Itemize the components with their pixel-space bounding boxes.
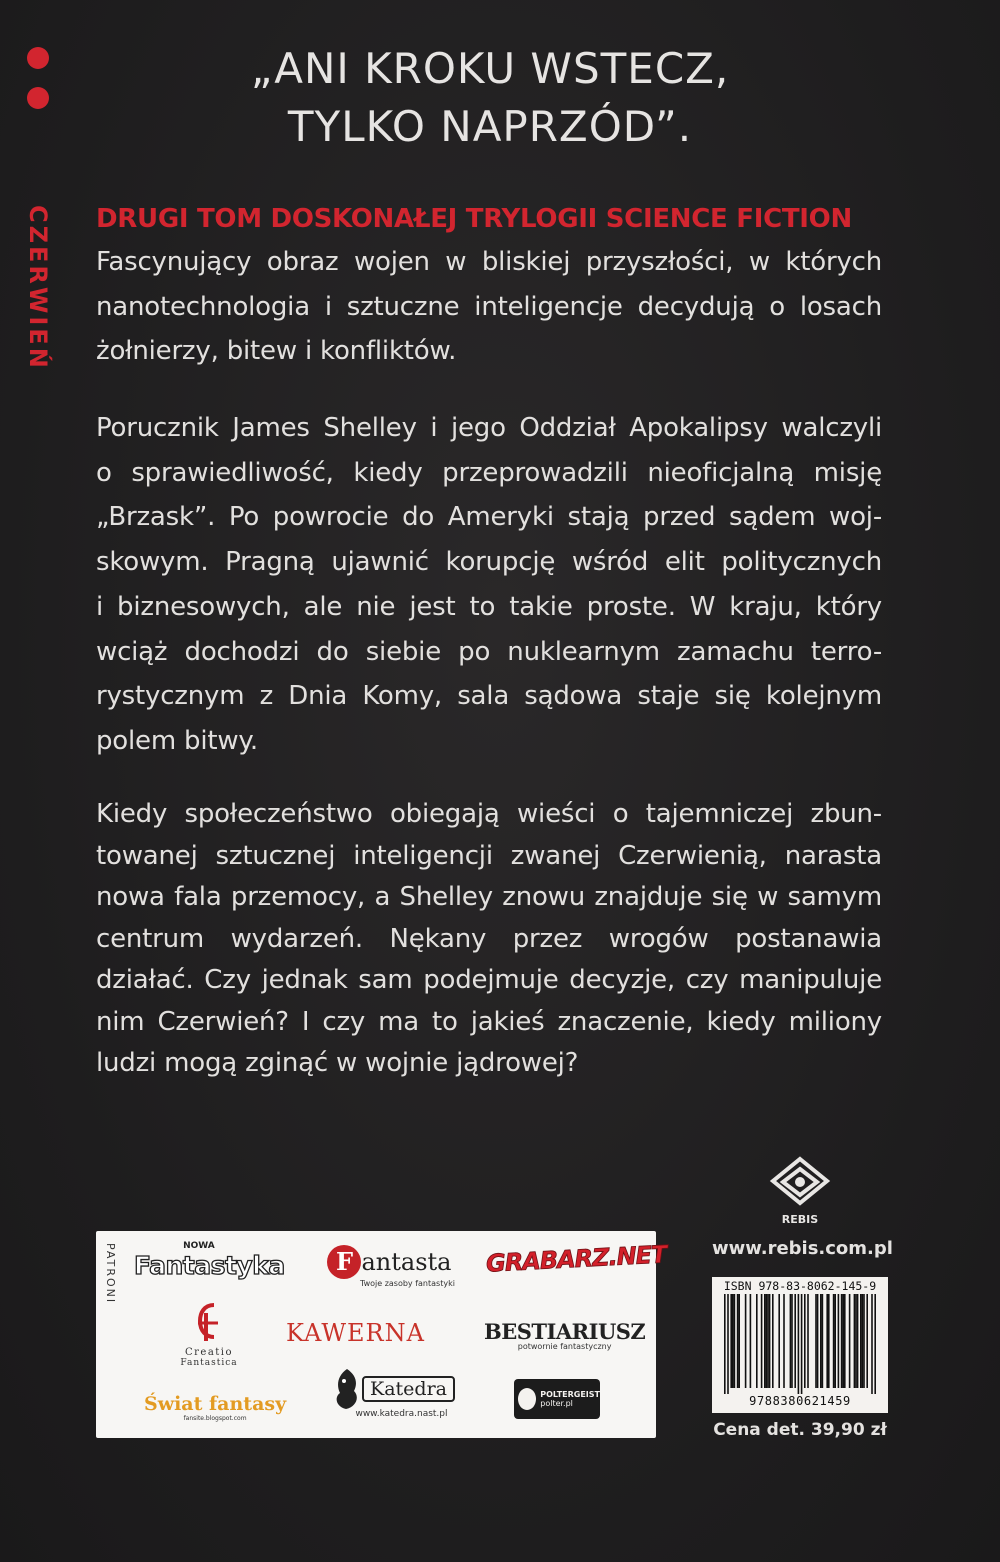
barcode-bar (772, 1294, 774, 1388)
red-dot-bottom (27, 87, 49, 109)
quote-line-1: „ANI KROKU WSTECZ, (250, 44, 730, 93)
paragraph-line: skowym. Pragną ujawnić korupcję wśród elit politycznych (96, 547, 882, 578)
barcode-bar (764, 1294, 766, 1388)
barcode-bar (817, 1294, 819, 1388)
barcode-bar (866, 1294, 868, 1388)
paragraph-line: o sprawiedliwość, kiedy przeprowadzili nieoficjalną misję (96, 457, 882, 488)
barcode-bar (820, 1294, 822, 1388)
barcode-bar (826, 1294, 828, 1388)
poltergeist-logo (514, 1379, 600, 1419)
barcode-bar (807, 1294, 809, 1388)
fantasta-emblem: F (327, 1245, 361, 1279)
bestiariusz-name: BESTIARIUSZ (484, 1319, 646, 1344)
barcode-bar (849, 1294, 851, 1388)
barcode-bar (801, 1294, 803, 1394)
paragraph-line: Fascynujący obraz wojen w bliskiej przyszłości, w których (96, 247, 882, 277)
nowa-fantastyka-name: Fantastyka (134, 1251, 285, 1280)
bestiariusz-logo (484, 1319, 645, 1351)
paragraph-line: Porucznik James Shelley i jego Oddział Apokalipsy walczyli (96, 413, 882, 443)
creatio-emblem-icon (192, 1301, 226, 1343)
kawerna-name: KAWERNA (286, 1319, 425, 1347)
barcode-bar (863, 1294, 865, 1388)
barcode-bar (791, 1294, 793, 1388)
barcode-bars (712, 1294, 888, 1394)
katedra-name: Katedra (362, 1376, 455, 1402)
barcode-bar (842, 1294, 844, 1388)
quote-line-2: TYLKO NAPRZÓD”. (287, 102, 693, 151)
paragraph-intro (96, 240, 882, 374)
barcode-bar (767, 1294, 769, 1388)
barcode-bar (855, 1294, 857, 1388)
barcode-bar (750, 1294, 752, 1388)
creatio-line-1: Creatio (184, 1347, 234, 1358)
paragraph-line: ludzi mogą zginąć w wojnie jądrowej? (96, 1048, 579, 1078)
cover-quote (180, 40, 800, 156)
paragraph-line: wciąż dochodzi do siebie po nuklearnym zamachu terro- (96, 636, 882, 667)
barcode-bar (778, 1294, 780, 1388)
paragraph-line: towanej sztucznej inteligencji zwanej Czerwienią, narasta (96, 840, 882, 871)
publisher-url[interactable]: www.rebis.com.pl (712, 1238, 893, 1259)
barcode-bar (841, 1294, 843, 1388)
fantasta-name: antasta (361, 1248, 452, 1276)
barcode-bar (727, 1294, 729, 1394)
barcode-bar (783, 1294, 785, 1388)
barcode-bar (862, 1294, 864, 1388)
paragraph-line: centrum wydarzeń. Nękany przez wrogów postanawia (96, 923, 882, 954)
grabarz-logo (485, 1240, 668, 1278)
kawerna-logo (286, 1319, 425, 1347)
katedra-logo (332, 1367, 455, 1419)
patrons-label: PATRONI (104, 1243, 117, 1305)
fantasta-tagline: Twoje zasoby fantastyki (360, 1279, 455, 1288)
barcode-bar (724, 1294, 726, 1394)
patrons-panel (96, 1231, 668, 1438)
paragraph-line: żołnierzy, bitew i konfliktów. (96, 336, 457, 367)
barcode-bar (854, 1294, 856, 1388)
paragraph-plot (96, 406, 882, 764)
grabarz-name: GRABARZ.NET (485, 1240, 668, 1278)
barcode-bar (871, 1294, 873, 1394)
paragraph-line: działać. Czy jednak sam podejmuje decyzje, czy manipuluje (96, 965, 882, 995)
paragraph-line: i biznesowych, ale nie jest to takie proste. W kraju, który (96, 591, 882, 622)
poltergeist-url: polter.pl (540, 1399, 573, 1408)
creatio-line-2: Fantastica (180, 1358, 238, 1368)
barcode-bar (815, 1294, 817, 1388)
nowa-fantastyka-small: NOWA (183, 1241, 215, 1251)
series-subtitle: DRUGI TOM DOSKONAŁEJ TRYLOGII SCIENCE FICTION (96, 204, 852, 234)
isbn-number: ISBN 978-83-8062-145-9 (723, 1279, 877, 1293)
barcode-bar (734, 1294, 736, 1388)
barcode-bar (833, 1294, 835, 1388)
barcode-bar (857, 1294, 859, 1388)
retail-price: Cena det. 39,90 zł (713, 1420, 887, 1440)
barcode-bar (730, 1294, 732, 1388)
barcode-bar (822, 1294, 824, 1388)
barcode-bar (798, 1294, 800, 1394)
paragraph-line: nowa fala przemocy, a Shelley znowu znajduje się w samym (96, 882, 882, 912)
paragraph-line: polem bitwy. (96, 725, 258, 756)
paragraph-line: Kiedy społeczeństwo obiegają wieści o tajemniczej zbun- (96, 799, 882, 829)
barcode-bar (874, 1294, 876, 1394)
paragraph-line: nim Czerwień? I czy ma to jakieś znaczenie, kiedy miliony (96, 1006, 882, 1037)
barcode-bar (761, 1294, 763, 1388)
ean-number: 9788380621459 (749, 1394, 851, 1408)
barcode-bar (766, 1294, 768, 1388)
bestiariusz-tagline: potwornie fantastyczny (517, 1342, 612, 1351)
poltergeist-emblem-icon (518, 1388, 536, 1410)
katedra-url: www.katedra.nast.pl (355, 1409, 448, 1419)
red-dot-top (27, 47, 49, 69)
rebis-name: REBIS (781, 1213, 819, 1226)
nowa-fantastyka-logo (134, 1241, 285, 1280)
paragraph-line: rystycznym z Dnia Komy, sala sądowa staje się kolejnym (96, 681, 882, 712)
barcode-bar (828, 1294, 830, 1388)
barcode-bar (737, 1294, 739, 1388)
paragraph-conflict (96, 794, 882, 1085)
paragraph-line: nanotechnologia i sztuczne inteligencje decydują o losach (96, 291, 882, 322)
barcode-bar (804, 1294, 806, 1388)
barcode-bar (738, 1294, 740, 1388)
fantasta-logo (324, 1245, 455, 1288)
swiat-fantasy-logo (144, 1393, 286, 1422)
swiat-fantasy-name: Świat fantasy (144, 1393, 287, 1415)
barcode-bar (838, 1294, 840, 1388)
barcode-bar (769, 1294, 771, 1388)
swiat-fantasy-url: fansite.blogspot.com (183, 1415, 247, 1422)
spine-title: CZERWIEŃ (24, 205, 52, 371)
creatio-fantastica-logo (174, 1301, 244, 1368)
barcode-bar (732, 1294, 734, 1388)
paragraph-line: „Brzask”. Po powrocie do Ameryki stają przed sądem woj- (96, 502, 882, 533)
barcode-bar (860, 1294, 862, 1388)
rebis-logo-icon (765, 1155, 835, 1227)
barcode-bar (794, 1294, 796, 1388)
barcode-bar (834, 1294, 836, 1388)
barcode-bar (844, 1294, 846, 1388)
barcode-bar (745, 1294, 747, 1388)
katedra-dragon-icon (332, 1367, 362, 1411)
barcode-bar (790, 1294, 792, 1388)
poltergeist-name: POLTERGEIST (540, 1390, 600, 1399)
barcode-bar (756, 1294, 758, 1388)
isbn-barcode (712, 1277, 888, 1413)
